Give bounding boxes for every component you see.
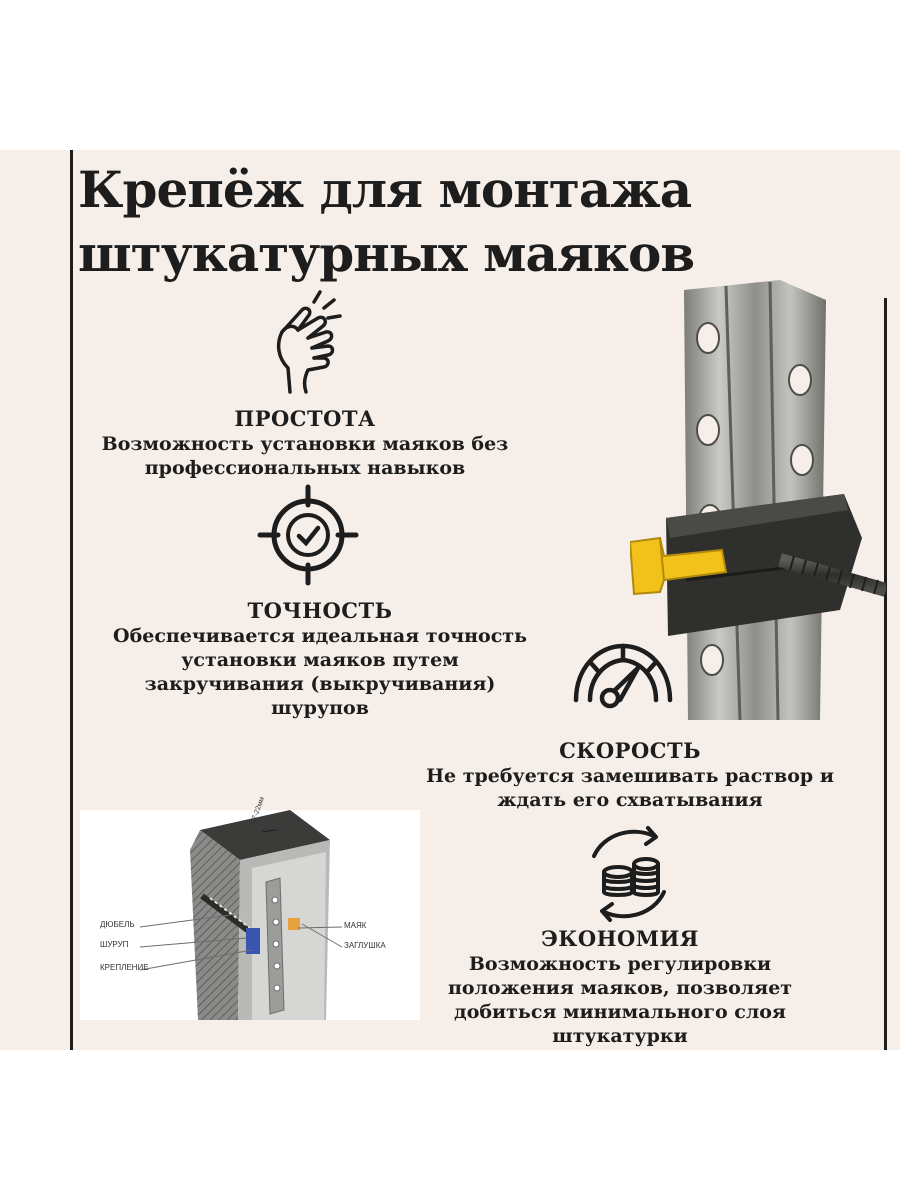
title-line-2: штукатурных маяков xyxy=(78,224,695,283)
diagram-label-size: 17-22мм xyxy=(250,796,266,825)
feature-text-line: Возможность установки маяков без xyxy=(101,433,509,455)
feature-heading: ЭКОНОМИЯ xyxy=(541,926,699,951)
feature-economy xyxy=(410,926,830,1048)
feature-text-line: установки маяков путем xyxy=(181,649,459,671)
page-title xyxy=(78,158,878,286)
feature-heading: СКОРОСТЬ xyxy=(559,738,701,763)
feature-text-line: шурупов xyxy=(271,697,369,719)
diagram-label-fastener: КРЕПЛЕНИЕ xyxy=(100,963,149,972)
product-card xyxy=(0,150,900,1050)
feature-simplicity xyxy=(70,406,540,480)
installation-diagram xyxy=(80,796,420,1020)
feature-text-line: ждать его схватывания xyxy=(497,789,763,811)
feature-accuracy xyxy=(70,598,570,720)
feature-text-line: добиться минимального слоя xyxy=(454,1001,786,1023)
feature-speed xyxy=(380,738,880,812)
feature-text-line: штукатурки xyxy=(552,1025,688,1047)
feature-text-line: Возможность регулировки xyxy=(468,953,772,975)
diagram-label-screw: ШУРУП xyxy=(100,940,129,949)
feature-text-line: Не требуется замешивать раствор и xyxy=(426,765,834,787)
speedometer-icon xyxy=(568,638,678,714)
snap-fingers-icon xyxy=(268,288,348,396)
target-check-icon xyxy=(256,483,360,587)
feature-text-line: положения маяков, позволяет xyxy=(447,977,793,999)
title-line-1: Крепёж для монтажа xyxy=(78,160,692,219)
diagram-label-cap: ЗАГЛУШКА xyxy=(344,941,386,950)
diagram-label-dowel: ДЮБЕЛЬ xyxy=(100,920,135,929)
diagram-label-beacon: МАЯК xyxy=(344,921,367,930)
feature-text-line: профессиональных навыков xyxy=(144,457,466,479)
feature-heading: ПРОСТОТА xyxy=(234,406,376,431)
feature-text-line: Обеспечивается идеальная точность xyxy=(113,625,527,647)
feature-heading: ТОЧНОСТЬ xyxy=(247,598,393,623)
coins-cycle-icon xyxy=(574,822,684,926)
feature-text-line: закручивания (выкручивания) xyxy=(144,673,496,695)
